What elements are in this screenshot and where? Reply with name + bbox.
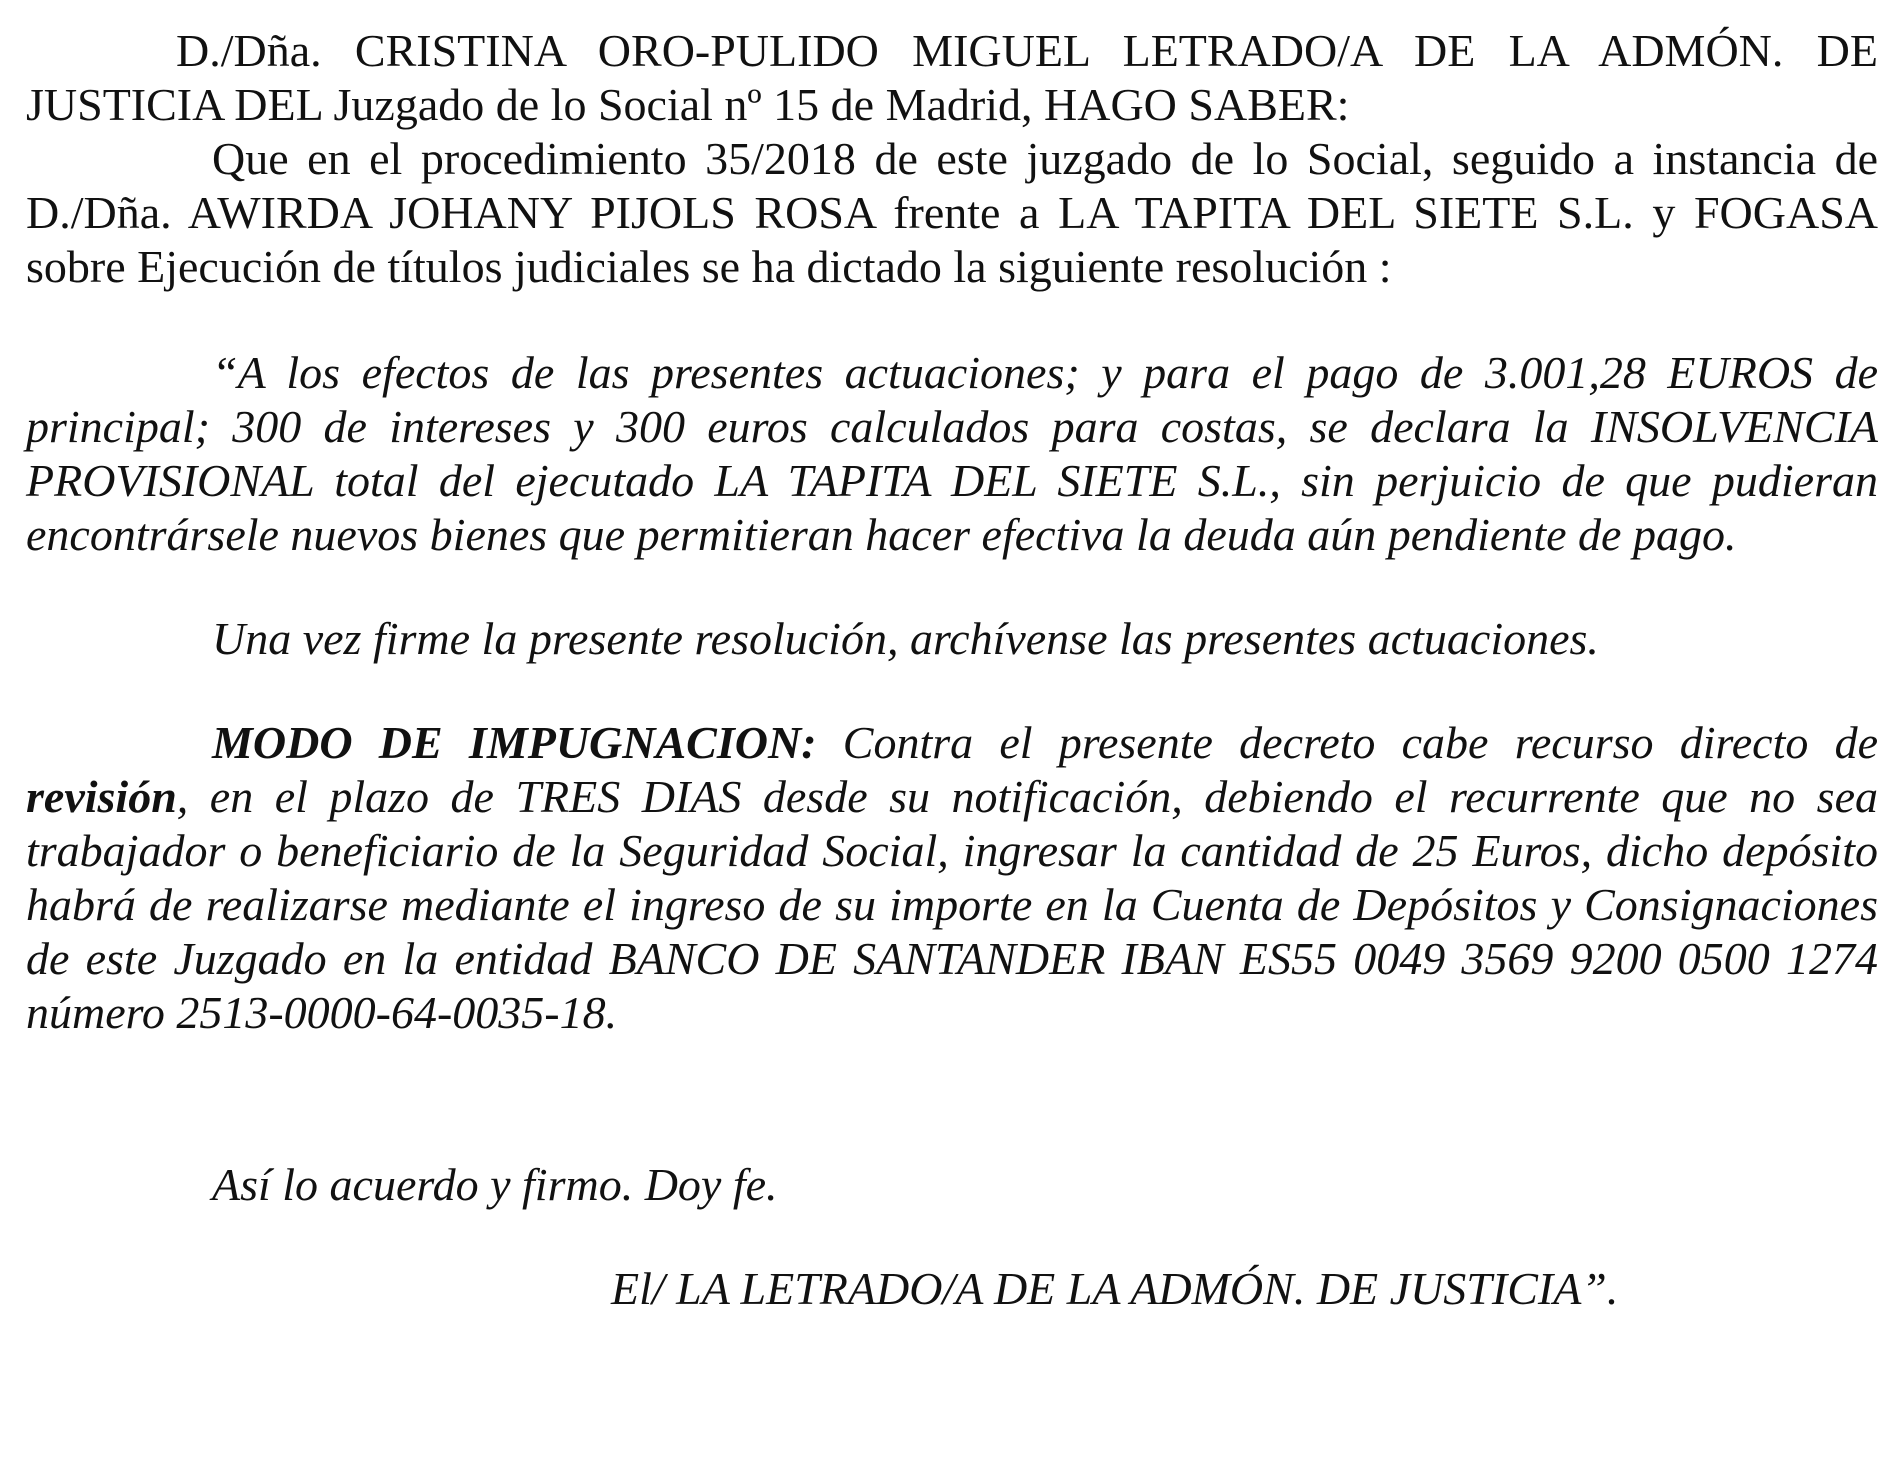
archive-paragraph: Una vez firme la presente resolución, archívense las presentes actuaciones.	[212, 613, 1599, 664]
impugnation-text-a: Contra el presente decreto cabe recurso directo de	[816, 717, 1879, 768]
impugnation-revision: revisión	[26, 771, 177, 822]
resolution-paragraph: “A los efectos de las presentes actuaciones; y para el pago de 3.001,28 EUROS de principal; 300 de intereses y 300 euros calculados para costas, se declara la INSOLVENCIA PROVISIONAL total del ejecutado LA TAPITA DEL SIETE S.L., sin perjuicio de que pudieran encontrársele nuevos bienes que permitieran hacer efectiva la deuda aún pendiente de pago.	[26, 347, 1878, 560]
impugnation-label: MODO DE IMPUGNACION:	[212, 717, 817, 768]
impugnation-text-b: , en el plazo de TRES DIAS desde su notificación, debiendo el recurrente que no sea trabajador o beneficiario de la Seguridad Social, ingresar la cantidad de 25 Euros, dicho depósito habrá de realizarse mediante el ingreso de su importe en la Cuenta de Depósitos y Consignaciones de este Juzgado en la entidad BANCO DE SANTANDER IBAN ES55 0049 3569 9200 0500 1274 número 2513-0000-64-0035-18.	[26, 771, 1878, 1038]
impugnation-paragraph	[26, 716, 1878, 1040]
document-page	[26, 24, 1878, 1316]
signature-line: El/ LA LETRADO/A DE LA ADMÓN. DE JUSTICIA”.	[611, 1263, 1619, 1314]
agreement-line: Así lo acuerdo y firmo. Doy fe.	[212, 1159, 778, 1210]
procedure-paragraph: Que en el procedimiento 35/2018 de este juzgado de lo Social, seguido a instancia de D./Dña. AWIRDA JOHANY PIJOLS ROSA frente a LA TAPITA DEL SIETE S.L. y FOGASA sobre Ejecución de títulos judiciales se ha dictado la siguiente resolución :	[26, 133, 1878, 292]
intro-paragraph: D./Dña. CRISTINA ORO-PULIDO MIGUEL LETRADO/A DE LA ADMÓN. DE JUSTICIA DEL Juzgado de lo Social nº 15 de Madrid, HAGO SABER:	[26, 25, 1878, 130]
